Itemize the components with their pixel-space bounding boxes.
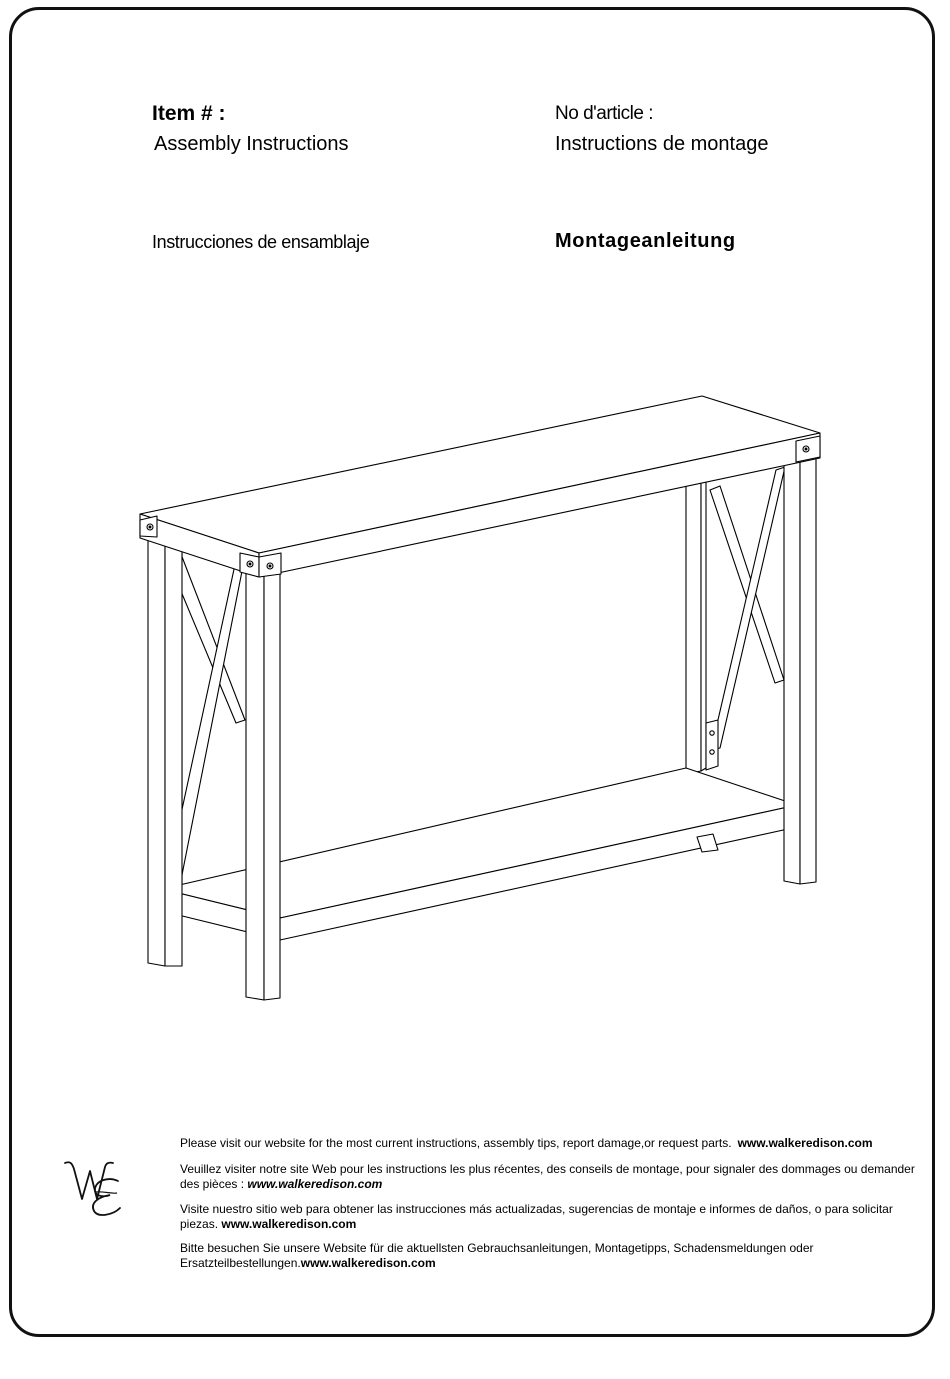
footer-text-en: Please visit our website for the most current instructions, assembly tips, report damage,or request parts. xyxy=(180,1136,732,1150)
rear-right-leg xyxy=(784,455,816,884)
front-right-leg xyxy=(246,572,280,1000)
assembly-instructions-title-en: Assembly Instructions xyxy=(154,133,349,155)
footer-note-de xyxy=(180,1241,915,1271)
front-left-leg xyxy=(148,537,182,966)
assembly-instructions-title-es: Instrucciones de ensamblaje xyxy=(152,232,370,252)
footer-text-fr: Veuillez visiter notre site Web pour les instructions les plus récentes, des conseils de montage, pour signaler des dommages ou demander des pièces : xyxy=(180,1162,915,1191)
item-number-label: Item # : xyxy=(152,102,226,125)
website-link-fr[interactable]: www.walkeredison.com xyxy=(247,1177,383,1191)
assembly-instructions-title-fr: Instructions de montage xyxy=(555,133,769,155)
website-link-de[interactable]: www.walkeredison.com xyxy=(300,1256,436,1270)
right-x-brace xyxy=(706,462,796,770)
item-number-label-fr: No d'article : xyxy=(555,103,654,124)
back-right-leg xyxy=(686,478,706,774)
website-link-es[interactable]: www.walkeredison.com xyxy=(221,1217,357,1231)
assembly-instructions-title-de: Montageanleitung xyxy=(555,230,736,252)
footer-text-es: Visite nuestro sitio web para obtener las instrucciones más actualizadas, sugerencias de montaje e informes de daños, o para solicitar piezas. xyxy=(180,1202,893,1231)
footer-note-es xyxy=(180,1202,915,1232)
walker-edison-logo xyxy=(62,1155,132,1219)
footer-note-en xyxy=(180,1136,915,1151)
footer-note-fr xyxy=(180,1162,915,1192)
footer-text-de: Bitte besuchen Sie unsere Website für die aktuellsten Gebrauchsanleitungen, Montagetipps, Schadensmeldungen oder Ersatzteilbestellungen. xyxy=(180,1241,814,1270)
website-link-en[interactable]: www.walkeredison.com xyxy=(737,1136,873,1150)
